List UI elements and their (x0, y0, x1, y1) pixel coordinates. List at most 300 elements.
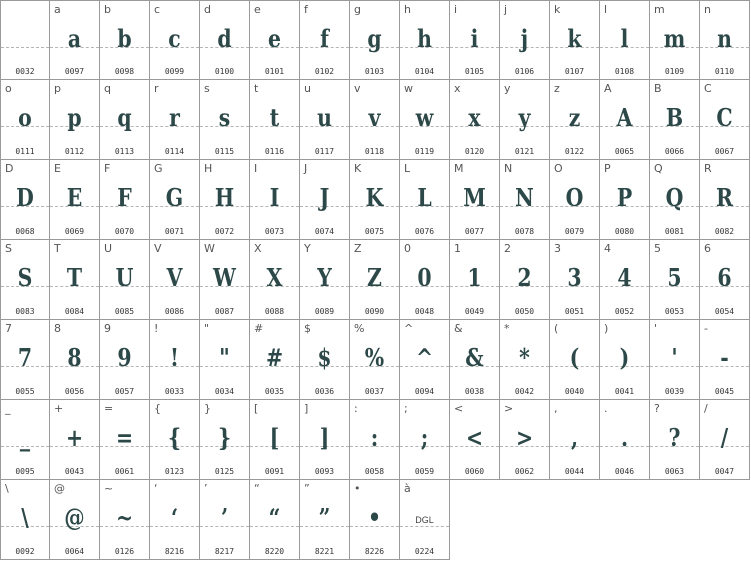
glyph-char-label: 4 (604, 242, 611, 255)
glyph-sample: # (265, 343, 284, 372)
glyph-cell (50, 400, 100, 480)
glyph-cell (500, 160, 550, 240)
glyph-cell (450, 400, 500, 480)
glyph-char-label: 2 (504, 242, 511, 255)
glyph-char-label: 9 (104, 322, 111, 335)
glyph-code: 0048 (414, 307, 435, 316)
glyph-sample: : (370, 423, 379, 452)
glyph-code: 0070 (114, 227, 135, 236)
glyph-char-label: * (504, 322, 510, 335)
glyph-sample: _ (19, 423, 31, 452)
glyph-cell (250, 160, 300, 240)
glyph-cell (100, 160, 150, 240)
glyph-sample: < (465, 423, 484, 452)
glyph-code: 0041 (614, 387, 635, 396)
glyph-char-label: y (504, 82, 511, 95)
glyph-char-label: à (404, 482, 411, 495)
glyph-cell (150, 0, 200, 80)
glyph-char-label: : (354, 402, 358, 415)
glyph-cell (650, 80, 700, 160)
glyph-sample: q (117, 103, 132, 132)
glyph-cell (550, 320, 600, 400)
glyph-code: 8226 (364, 547, 385, 556)
glyph-char-label: [ (254, 402, 259, 415)
glyph-sample: C (716, 103, 733, 132)
glyph-char-label: @ (54, 482, 65, 495)
glyph-cell (200, 160, 250, 240)
glyph-cell (700, 80, 750, 160)
glyph-code: 0076 (414, 227, 435, 236)
glyph-sample: l (620, 24, 629, 53)
glyph-code: 0051 (564, 307, 585, 316)
glyph-code: 0059 (414, 467, 435, 476)
glyph-sample: H (214, 183, 235, 212)
glyph-char-label: 0 (404, 242, 411, 255)
glyph-code: 0113 (114, 147, 135, 156)
glyph-char-label: r (154, 82, 159, 95)
glyph-cell (450, 240, 500, 320)
glyph-code: 0058 (364, 467, 385, 476)
glyph-sample: o (18, 103, 32, 132)
glyph-cell (0, 80, 50, 160)
glyph-sample: u (317, 103, 332, 132)
glyph-cell (100, 480, 150, 560)
glyph-code: 0100 (214, 67, 235, 76)
glyph-cell (400, 80, 450, 160)
glyph-cell (350, 0, 400, 80)
glyph-char-label: L (404, 162, 411, 175)
glyph-char-label: H (204, 162, 213, 175)
glyph-code: 0061 (114, 467, 135, 476)
glyph-char-label: i (454, 3, 458, 16)
glyph-code: 0123 (164, 467, 185, 476)
glyph-char-label: j (504, 3, 508, 16)
glyph-code: 0080 (614, 227, 635, 236)
glyph-code: 0073 (264, 227, 285, 236)
glyph-sample: c (168, 24, 181, 53)
glyph-cell (400, 160, 450, 240)
glyph-char-label: l (604, 3, 608, 16)
glyph-code: 0114 (164, 147, 185, 156)
glyph-code: 0118 (364, 147, 385, 156)
glyph-code: 0071 (164, 227, 185, 236)
glyph-sample (5, 19, 46, 59)
glyph-char-label: D (5, 162, 14, 175)
glyph-code: 0098 (114, 67, 135, 76)
glyph-char-label: ~ (104, 482, 114, 495)
glyph-cell (400, 0, 450, 80)
glyph-sample: j (520, 24, 529, 53)
glyph-code: 0104 (414, 67, 435, 76)
glyph-cell (100, 240, 150, 320)
glyph-char-label: h (404, 3, 411, 16)
glyph-sample: z (568, 103, 581, 132)
glyph-code: 0117 (314, 147, 335, 156)
glyph-code: 8221 (314, 547, 335, 556)
glyph-sample: Y (317, 263, 332, 292)
glyph-code: 0043 (64, 467, 85, 476)
glyph-code: 0082 (714, 227, 735, 236)
glyph-char-label: ? (654, 402, 660, 415)
glyph-code: 0038 (464, 387, 485, 396)
glyph-sample: \ (21, 503, 29, 532)
glyph-code: 0036 (314, 387, 335, 396)
glyph-sample: { (167, 423, 182, 452)
glyph-cell (600, 400, 650, 480)
glyph-sample: " (219, 343, 230, 372)
glyph-code: 0103 (364, 67, 385, 76)
glyph-cell (350, 80, 400, 160)
glyph-cell (650, 0, 700, 80)
glyph-sample: • (367, 503, 382, 532)
glyph-char-label: I (254, 162, 258, 175)
glyph-char-label: X (254, 242, 262, 255)
glyph-code: 0050 (514, 307, 535, 316)
glyph-char-label: P (604, 162, 611, 175)
glyph-sample: > (515, 423, 534, 452)
glyph-char-label: \ (5, 482, 9, 495)
glyph-char-label: Q (654, 162, 663, 175)
glyph-cell (450, 160, 500, 240)
glyph-char-label: ^ (404, 322, 414, 335)
glyph-cell (350, 320, 400, 400)
glyph-sample: i (470, 24, 479, 53)
glyph-cell (500, 400, 550, 480)
glyph-char-label: { (154, 402, 161, 415)
glyph-code: 0085 (114, 307, 135, 316)
glyph-sample: S (17, 263, 33, 292)
glyph-cell (150, 80, 200, 160)
glyph-code: 0101 (264, 67, 285, 76)
glyph-cell (300, 320, 350, 400)
glyph-sample: ! (170, 343, 179, 372)
glyph-char-label: = (104, 402, 114, 415)
glyph-cell (500, 0, 550, 80)
glyph-cell (600, 240, 650, 320)
glyph-sample: e (268, 24, 281, 53)
glyph-char-label: N (504, 162, 513, 175)
glyph-cell (50, 0, 100, 80)
glyph-code: 0111 (15, 147, 35, 156)
glyph-sample: F (117, 183, 132, 212)
glyph-cell (250, 400, 300, 480)
glyph-char-label: + (54, 402, 64, 415)
glyph-code: 0045 (714, 387, 735, 396)
glyph-sample: E (66, 183, 83, 212)
glyph-sample: x (468, 103, 481, 132)
glyph-code: 0087 (214, 307, 235, 316)
glyph-sample: V (166, 263, 183, 292)
glyph-sample: r (169, 103, 180, 132)
glyph-cell (200, 80, 250, 160)
glyph-char-label: e (254, 3, 261, 16)
glyph-cell (300, 240, 350, 320)
glyph-sample: d (217, 24, 232, 53)
glyph-code: 8220 (264, 547, 285, 556)
glyph-code: 0065 (614, 147, 635, 156)
glyph-cell (300, 160, 350, 240)
glyph-cell (400, 400, 450, 480)
glyph-code: 0069 (64, 227, 85, 236)
glyph-code: 0079 (564, 227, 585, 236)
glyph-char-label: x (454, 82, 461, 95)
glyph-char-label: o (5, 82, 12, 95)
glyph-cell (150, 160, 200, 240)
glyph-cell (250, 240, 300, 320)
glyph-sample: / (720, 423, 729, 452)
glyph-sample: G (165, 183, 184, 212)
glyph-code: 0102 (314, 67, 335, 76)
glyph-code: 0063 (664, 467, 685, 476)
glyph-char-label: " (204, 322, 210, 335)
glyph-sample: & (465, 343, 484, 372)
glyph-sample: t (269, 103, 280, 132)
glyph-cell (550, 400, 600, 480)
glyph-sample: “ (268, 503, 281, 532)
glyph-char-label: J (304, 162, 308, 175)
glyph-char-label: Z (354, 242, 362, 255)
glyph-sample: D (16, 183, 34, 212)
glyph-char-label: p (54, 82, 61, 95)
glyph-cell (600, 160, 650, 240)
glyph-char-label: ! (154, 322, 159, 335)
glyph-char-label: k (554, 3, 561, 16)
glyph-sample: 7 (17, 343, 33, 372)
glyph-code: 0044 (564, 467, 585, 476)
glyph-char-label: & (454, 322, 463, 335)
glyph-cell (650, 400, 700, 480)
glyph-cell (250, 320, 300, 400)
glyph-sample: U (115, 263, 134, 292)
glyph-code: 0094 (414, 387, 435, 396)
glyph-char-label: 1 (454, 242, 461, 255)
glyph-cell (550, 80, 600, 160)
glyph-code: 0067 (714, 147, 735, 156)
glyph-sample: y (518, 103, 531, 132)
glyph-sample: b (117, 24, 132, 53)
glyph-cell (350, 480, 400, 560)
glyph-sample: 5 (667, 263, 682, 292)
glyph-char-label: v (354, 82, 361, 95)
glyph-cell (0, 160, 50, 240)
glyph-char-label: ‘ (154, 482, 158, 495)
glyph-sample: + (65, 423, 84, 452)
glyph-sample: 0 (417, 263, 432, 292)
glyph-char-label: c (154, 3, 161, 16)
glyph-code: 0116 (264, 147, 285, 156)
glyph-sample: J (319, 183, 330, 212)
glyph-char-label: W (204, 242, 215, 255)
glyph-char-label: _ (5, 402, 11, 415)
glyph-cell (0, 240, 50, 320)
glyph-sample: A (616, 103, 633, 132)
glyph-code: 0034 (214, 387, 235, 396)
glyph-code: 0107 (564, 67, 585, 76)
glyph-char-label: z (554, 82, 560, 95)
glyph-code: 0224 (414, 547, 435, 556)
glyph-char-label: . (604, 402, 608, 415)
glyph-char-label: > (504, 402, 514, 415)
glyph-sample: - (720, 343, 729, 372)
glyph-code: 0060 (464, 467, 485, 476)
glyph-cell (650, 240, 700, 320)
glyph-cell (600, 80, 650, 160)
glyph-code: 0035 (264, 387, 285, 396)
glyph-sample: X (266, 263, 283, 292)
glyph-cell (200, 480, 250, 560)
glyph-cell (50, 320, 100, 400)
glyph-cell (400, 480, 450, 560)
glyph-code: 0054 (714, 307, 735, 316)
glyph-char-label: V (154, 242, 162, 255)
glyph-code: 0081 (664, 227, 685, 236)
glyph-char-label: $ (304, 322, 311, 335)
glyph-code: 0112 (64, 147, 85, 156)
glyph-char-label: f (304, 3, 308, 16)
glyph-code: 0095 (15, 467, 35, 476)
glyph-sample: } (217, 423, 232, 452)
glyph-sample: % (364, 343, 385, 372)
glyph-char-label: g (354, 3, 361, 16)
glyph-sample: h (417, 24, 432, 53)
glyph-cell (700, 240, 750, 320)
glyph-sample: 4 (617, 263, 632, 292)
glyph-sample: ) (619, 343, 630, 372)
glyph-char-label: , (554, 402, 558, 415)
glyph-cell (200, 0, 250, 80)
glyph-code: 0093 (314, 467, 335, 476)
glyph-char-label: A (604, 82, 612, 95)
glyph-char-label: ) (604, 322, 609, 335)
glyph-sample: 9 (117, 343, 132, 372)
glyph-sample: $ (317, 343, 332, 372)
glyph-char-label: ; (404, 402, 408, 415)
glyph-char-label: } (204, 402, 211, 415)
glyph-code: 0110 (714, 67, 735, 76)
glyph-sample: N (515, 183, 534, 212)
glyph-char-label: R (704, 162, 712, 175)
glyph-cell (650, 160, 700, 240)
glyph-char-label: ( (554, 322, 559, 335)
glyph-sample: p (67, 103, 82, 132)
glyph-char-label: < (454, 402, 464, 415)
glyph-cell (200, 400, 250, 480)
glyph-char-label: K (354, 162, 362, 175)
glyph-cell (450, 80, 500, 160)
glyph-sample: f (320, 24, 329, 53)
glyph-sample: I (269, 183, 280, 212)
glyph-sample: 3 (567, 263, 582, 292)
glyph-char-label: ’ (204, 482, 208, 495)
glyph-char-label: n (704, 3, 711, 16)
glyph-cell (150, 320, 200, 400)
glyph-cell (0, 320, 50, 400)
glyph-char-label: q (104, 82, 111, 95)
glyph-cell (300, 0, 350, 80)
glyph-char-label: ” (304, 482, 310, 495)
glyph-code: 8217 (214, 547, 235, 556)
glyph-code: 0037 (364, 387, 385, 396)
glyph-sample: w (415, 103, 434, 132)
glyph-code: 0046 (614, 467, 635, 476)
glyph-char-label: B (654, 82, 662, 95)
glyph-code: 0092 (15, 547, 35, 556)
glyph-code: 0049 (464, 307, 485, 316)
glyph-cell (150, 400, 200, 480)
glyph-char-label: / (704, 402, 708, 415)
glyph-char-label: m (654, 3, 665, 16)
glyph-char-label: u (304, 82, 311, 95)
glyph-sample: ? (668, 423, 681, 452)
glyph-char-label: • (354, 482, 361, 495)
glyph-cell (450, 0, 500, 80)
glyph-code: 0077 (464, 227, 485, 236)
glyph-sample: 6 (717, 263, 732, 292)
glyph-cell (250, 80, 300, 160)
glyph-code: 0120 (464, 147, 485, 156)
glyph-sample: W (213, 263, 236, 292)
glyph-sample: ~ (115, 503, 134, 532)
glyph-sample: ' (671, 343, 678, 372)
glyph-code: 0072 (214, 227, 235, 236)
glyph-code: 0055 (15, 387, 35, 396)
glyph-code: 0088 (264, 307, 285, 316)
glyph-cell (550, 240, 600, 320)
glyph-code: 0068 (15, 227, 35, 236)
glyph-char-label: s (204, 82, 210, 95)
glyph-cell (600, 0, 650, 80)
glyph-char-label: G (154, 162, 163, 175)
glyph-code: 0040 (564, 387, 585, 396)
glyph-char-label: 7 (5, 322, 12, 335)
glyph-cell (300, 80, 350, 160)
glyph-char-label: F (104, 162, 111, 175)
glyph-code: 0032 (15, 67, 35, 76)
glyph-code: 0033 (164, 387, 185, 396)
glyph-sample: O (565, 183, 584, 212)
glyph-char-label: ] (304, 402, 309, 415)
glyph-code: 0125 (214, 467, 235, 476)
glyph-code: 0062 (514, 467, 535, 476)
glyph-cell (550, 160, 600, 240)
glyph-sample: B (665, 103, 684, 132)
glyph-cell (300, 400, 350, 480)
glyph-cell (500, 240, 550, 320)
glyph-sample: = (115, 423, 134, 452)
glyph-char-label: S (5, 242, 12, 255)
glyph-sample: K (365, 183, 384, 212)
glyph-cell (250, 0, 300, 80)
glyph-cell (350, 400, 400, 480)
glyph-char-label: O (554, 162, 563, 175)
glyph-sample: Z (367, 263, 382, 292)
glyph-cell (0, 0, 50, 80)
glyph-code: 0122 (564, 147, 585, 156)
glyph-char-label: a (54, 3, 61, 16)
glyph-cell (350, 240, 400, 320)
glyph-code: 0075 (364, 227, 385, 236)
glyph-cell (650, 320, 700, 400)
glyph-sample: k (567, 24, 582, 53)
glyph-cell (50, 80, 100, 160)
glyph-code: 0115 (214, 147, 235, 156)
glyph-cell (400, 240, 450, 320)
glyph-sample: , (570, 423, 579, 452)
glyph-sample: ‘ (170, 503, 179, 532)
glyph-cell (200, 320, 250, 400)
glyph-sample: Q (665, 183, 684, 212)
glyph-sample: . (620, 423, 629, 452)
